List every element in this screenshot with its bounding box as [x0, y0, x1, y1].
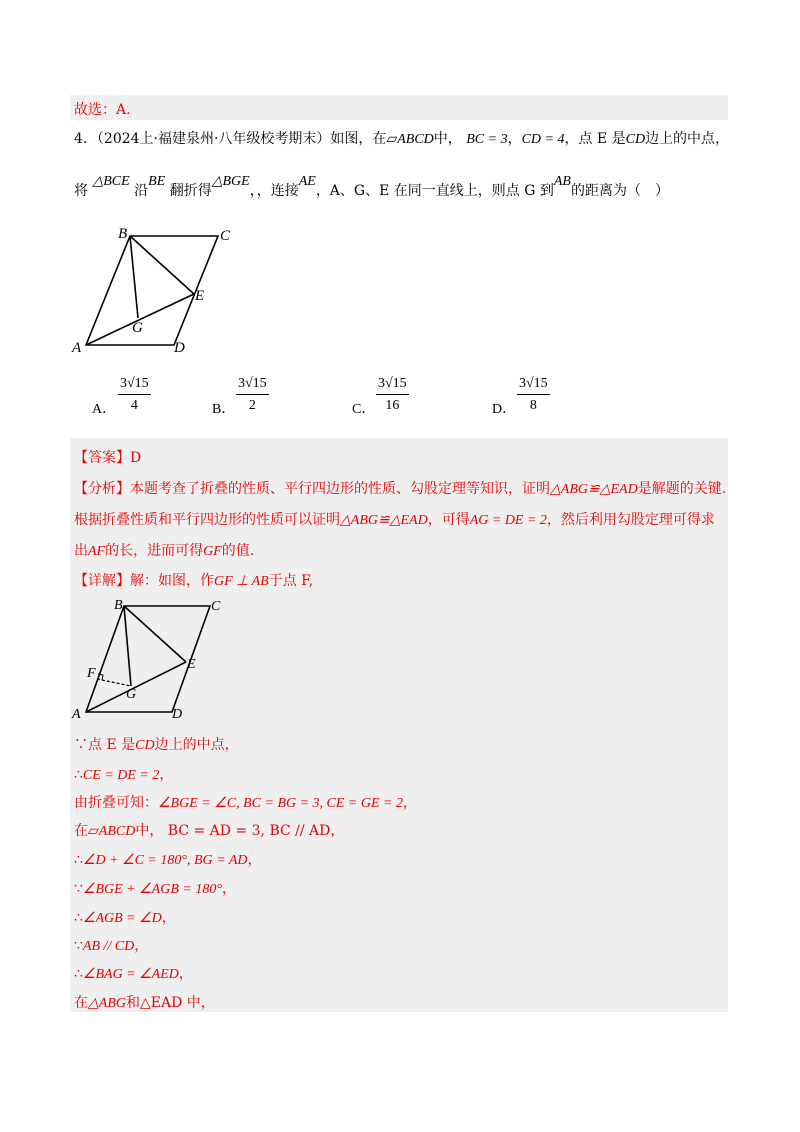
figure-2-parallelogram [68, 594, 248, 724]
step-1: ∵点 E 是CD边上的中点， [74, 737, 239, 753]
detail-line: 【详解】解：如图，作GF ⊥ AB于点 F, [74, 573, 314, 589]
option-d-value: $\frac{3√15}{8}$ [519, 376, 548, 413]
step-9: ∴∠BAG = ∠AED， [74, 966, 193, 982]
label2-F: F [87, 666, 96, 681]
header-line: 故选：A． [74, 102, 141, 118]
label-G: G [132, 320, 143, 336]
option-b-value: $\frac{3√15}{2}$ [238, 376, 267, 413]
question-line-1: 4．（2024上·福建泉州·八年级校考期末）如图，在▱ABCD中， BC = 3，CD = 4，点 E 是CD边上的中点， [74, 131, 730, 147]
option-c-label: C． [352, 402, 376, 417]
label-C: C [220, 228, 231, 244]
figure-1-parallelogram [68, 220, 248, 360]
label-A: A [72, 340, 82, 356]
option-b-label: B． [212, 402, 236, 417]
analysis-line-3: 出AF的长，进而可得GF的值. [74, 543, 255, 559]
step-7: ∴∠AGB = ∠D， [74, 910, 176, 926]
label2-B: B [114, 598, 123, 613]
label2-D: D [172, 707, 183, 722]
step-3: 由折叠可知：∠BGE = ∠C, BC = BG = 3, CE = GE = 2， [74, 795, 417, 811]
step-4: 在▱ABCD中， BC = AD = 3, BC // AD， [74, 823, 345, 839]
option-a-label: A． [92, 402, 117, 417]
step-6: ∵∠BGE + ∠AGB = 180°， [74, 881, 236, 897]
label-E: E [195, 288, 205, 304]
question-line-2: 将 △BCE 沿BE 翻折得△BGE，，连接AE，A、G、E 在同一直线上，则点 G 到AB的距离为（ ） [74, 174, 669, 199]
option-d-label: D． [492, 402, 517, 417]
label2-C: C [211, 599, 221, 614]
step-5: ∴∠D + ∠C = 180°, BG = AD， [74, 852, 262, 868]
label2-A: A [72, 707, 81, 722]
step-8: ∵AB // CD， [74, 938, 149, 954]
label2-G: G [126, 687, 137, 702]
label2-E: E [187, 657, 196, 672]
option-a-value: $\frac{3√15}{4}$ [120, 376, 149, 413]
analysis-line-2: 根据折叠性质和平行四边形的性质可以证明△ABG≌△EAD，可得AG = DE = 2，然后利用勾股定理可得求 [74, 512, 715, 528]
answer-line: 【答案】D [74, 450, 142, 466]
step-10: 在△ABG和△EAD 中， [74, 995, 215, 1011]
option-c-value: $\frac{3√15}{16}$ [378, 376, 407, 413]
label-B: B [118, 226, 128, 242]
label-D: D [174, 340, 185, 356]
analysis-line-1: 【分析】本题考查了折叠的性质、平行四边形的性质、勾股定理等知识，证明△ABG≌△EAD是解题的关键. [74, 481, 727, 497]
header-shade [70, 95, 728, 120]
step-2: ∴CE = DE = 2， [74, 767, 174, 783]
